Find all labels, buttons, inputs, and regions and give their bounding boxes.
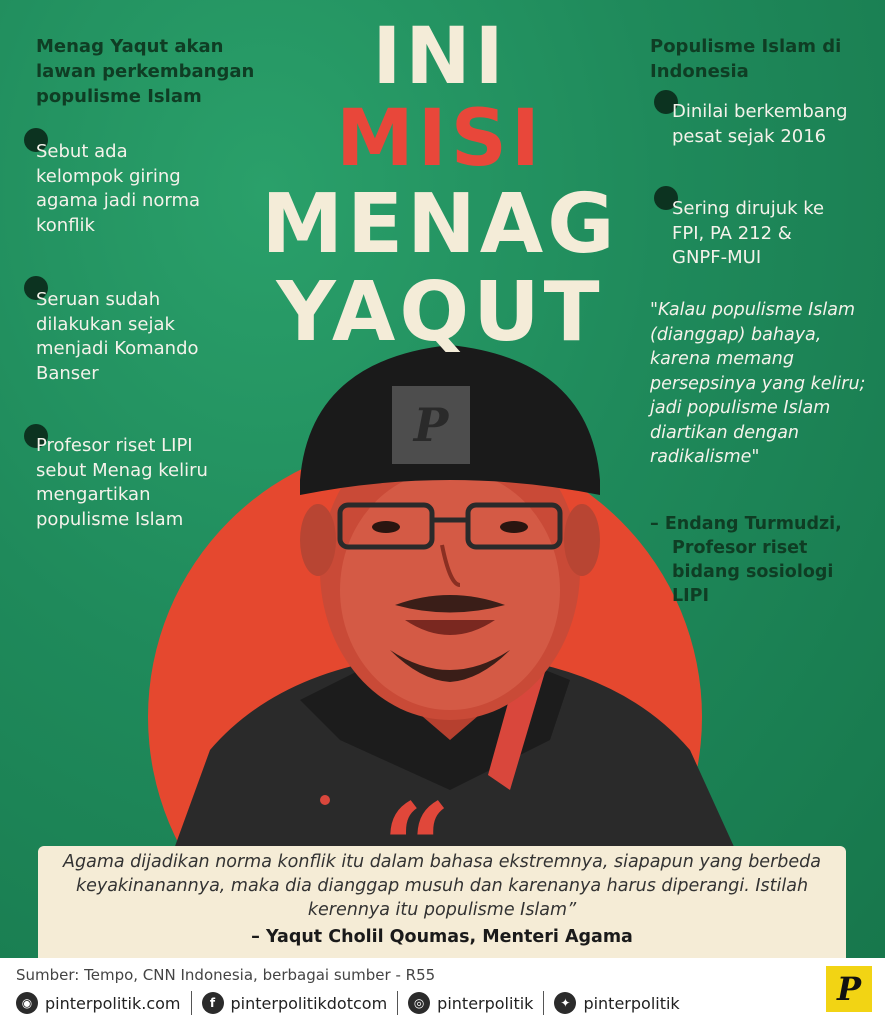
divider [397,991,398,1015]
website-label: pinterpolitik.com [45,993,181,1013]
globe-icon: ◉ [16,992,38,1014]
expert-name: – Endang Turmudzi, [650,514,842,534]
main-quote-box [38,846,846,958]
expert-title: Profesor riset bidang sosiologi LIPI [672,538,834,606]
expert-quote: "Kalau populisme Islam (dianggap) bahaya, karena memang persepsinya yang keliru; jadi populisme Islam diartikan dengan radikalisme" [650,300,866,467]
left-bullet-3: Profesor riset LIPI sebut Menag keliru mengartikan populisme Islam [36,435,208,530]
left-heading: Menag Yaqut akan lawan perkembangan populisme Islam [36,36,255,107]
watermark-logo: P [392,386,470,464]
left-bullet-1: Sebut ada kelompok giring agama jadi norma konflik [36,141,201,236]
social-links [16,990,680,1016]
title-line-2: MISI [336,94,544,184]
left-bullet-2: Seruan sudah dilakukan sejak menjadi Komando Banser [36,289,199,384]
source-text: Sumber: Tempo, CNN Indonesia, berbagai sumber - R55 [16,966,436,984]
divider [191,991,192,1015]
twitter-icon: ✦ [554,992,576,1014]
title-line-3: MENAG [261,177,619,272]
main-quote-text: Agama dijadikan norma konflik itu dalam bahasa ekstremnya, siapapun yang berbeda keyakinanannya, maka dia dianggap musuh dan karenanya harus diperangi. Istilah kerennya itu populisme Islam” [63,852,821,920]
facebook-icon: f [202,992,224,1014]
right-heading: Populisme Islam di Indonesia [650,36,842,82]
divider [543,991,544,1015]
main-title [235,12,645,360]
right-bullet-1: Dinilai berkembang pesat sejak 2016 [672,101,848,147]
twitter-label: pinterpolitik [583,993,680,1013]
facebook-label: pinterpolitikdotcom [230,993,388,1013]
twitter-link[interactable] [554,992,679,1014]
title-line-1: INI [372,12,508,102]
expert-quote-author [650,512,870,608]
right-bullet-2: Sering dirujuk ke FPI, PA 212 & GNPF-MUI [672,198,825,268]
footer [0,958,885,1024]
facebook-link[interactable] [202,992,388,1014]
instagram-label: pinterpolitik [437,993,534,1013]
instagram-icon: ◎ [408,992,430,1014]
website-link[interactable] [16,992,181,1014]
brand-logo: P [826,966,872,1012]
main-quote-author: – Yaqut Cholil Qoumas, Menteri Agama [251,927,633,947]
instagram-link[interactable] [408,992,533,1014]
title-line-4: YAQUT [276,265,604,360]
